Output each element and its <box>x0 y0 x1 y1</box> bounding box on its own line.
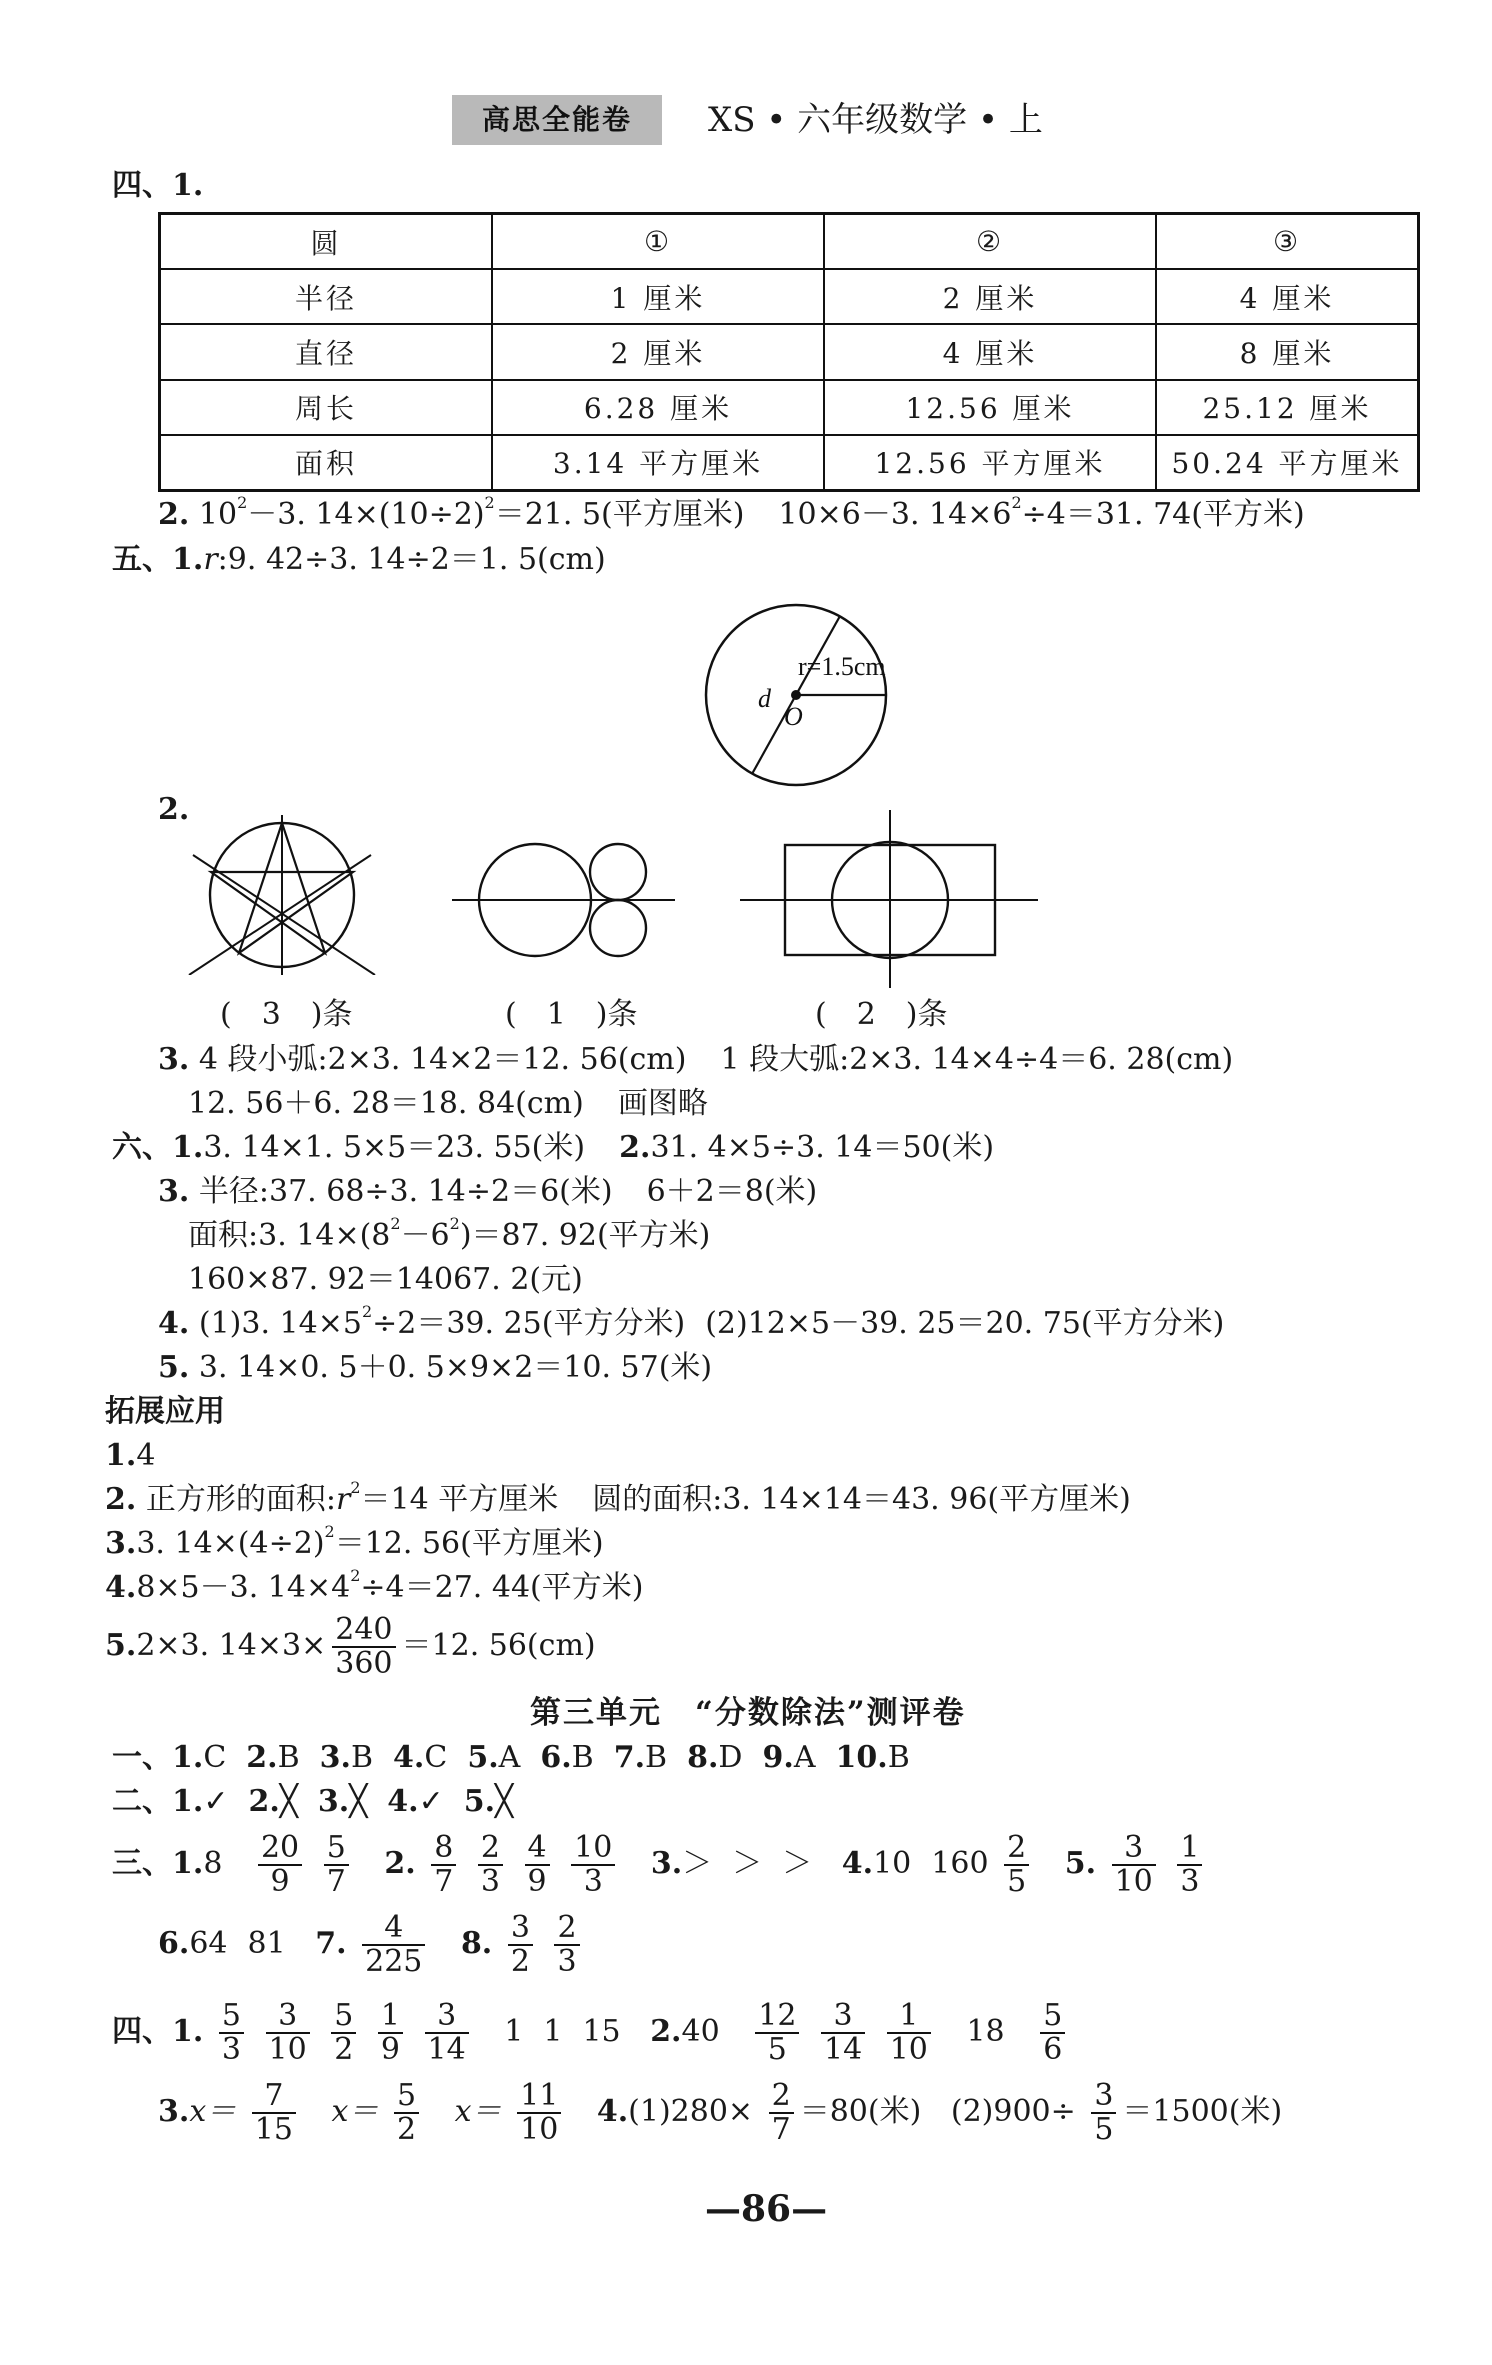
denominator: 2 <box>334 2032 354 2067</box>
fraction <box>571 1832 615 1898</box>
denominator: 9 <box>380 2032 400 2067</box>
q-number: 1. <box>172 1740 204 1775</box>
expr: 31. 4×5÷3. 14＝50(米) <box>650 1130 995 1165</box>
circles-figure <box>450 830 680 970</box>
expr: 3. 14×(4÷2) <box>136 1526 325 1561</box>
denominator: 14 <box>427 2032 466 2067</box>
expr: (1)3. 14×5 <box>198 1306 362 1341</box>
equation-lhs: x＝ <box>454 2094 502 2129</box>
center-point <box>791 690 801 700</box>
answer: B <box>277 1740 300 1775</box>
table-header-cell: ① <box>492 214 824 270</box>
q-number: 2. <box>384 1846 416 1881</box>
expr: 3. 14×1. 5×5＝23. 55(米) <box>203 1130 586 1165</box>
fraction <box>554 1912 579 1978</box>
q5-2-number: 2. <box>158 792 190 827</box>
unit3-s4-line2 <box>158 2080 1282 2146</box>
expr: 1 段大弧:2×3. 14×4÷4＝6. 28(cm) <box>720 1042 1234 1077</box>
q6-5-answer <box>158 1348 712 1388</box>
q-number: 4. <box>158 1306 190 1341</box>
numerator: 5 <box>331 2000 356 2034</box>
table-cell: 4 厘米 <box>1156 269 1419 324</box>
fraction <box>478 1832 503 1898</box>
q-number: 4. <box>596 2094 629 2129</box>
denominator: 10 <box>889 2032 928 2067</box>
answer: 18 <box>966 2014 1005 2049</box>
fraction <box>378 2000 403 2066</box>
fraction <box>394 2080 419 2146</box>
note: 画图略 <box>617 1086 708 1121</box>
q-number: 6. <box>158 1926 190 1961</box>
small-circle <box>590 844 646 900</box>
numerator: 2 <box>769 2080 794 2114</box>
table-cell: 1 厘米 <box>492 269 824 324</box>
q5-3-answer <box>158 1040 1233 1080</box>
answer: 1 <box>504 2014 524 2049</box>
table-cell: 面积 <box>160 435 493 491</box>
section-label: 三、 <box>112 1846 172 1881</box>
denominator: 5 <box>1094 2112 1114 2147</box>
q-number: 1. <box>172 542 204 577</box>
answer: 64 <box>189 1926 228 1961</box>
numerator: 1 <box>378 2000 403 2034</box>
figure-answer: ( 3 )条 <box>220 997 353 1032</box>
equation-lhs: x＝ <box>331 2094 379 2129</box>
expr: ＝14 平方厘米 <box>360 1482 559 1517</box>
denominator: 2 <box>397 2112 417 2147</box>
numerator: 4 <box>362 1912 425 1946</box>
q-number: 3. <box>319 1740 351 1775</box>
expr: 面积:3. 14×(8 <box>188 1218 391 1253</box>
q-number: 4. <box>393 1740 425 1775</box>
fraction <box>266 2000 310 2066</box>
table-cell: 3.14 平方厘米 <box>492 435 824 491</box>
q-number: 8. <box>460 1926 493 1961</box>
q-number: 7. <box>315 1926 347 1961</box>
numerator: 3 <box>1091 2080 1116 2114</box>
numerator: 5 <box>394 2080 419 2114</box>
q-number: 3. <box>317 1784 350 1819</box>
answer: A <box>498 1740 521 1775</box>
expr: 4 <box>136 1438 156 1473</box>
fraction <box>362 1912 425 1978</box>
q-number: 8. <box>687 1740 719 1775</box>
numerator: 3 <box>425 2000 469 2034</box>
fraction <box>252 2080 296 2146</box>
numerator: 3 <box>1112 1832 1156 1866</box>
q6-3-line1 <box>158 1172 817 1212</box>
numerator: 20 <box>258 1832 302 1866</box>
denominator: 5 <box>767 2032 787 2067</box>
numerator: 7 <box>252 2080 296 2114</box>
expr: (2)12×5－39. 25＝20. 75(平方分米) <box>705 1306 1225 1341</box>
numerator: 10 <box>571 1832 615 1866</box>
expr: ＝1500(米) <box>1122 2094 1283 2129</box>
q-number: 3. <box>158 1174 190 1209</box>
q-number: 1. <box>172 1130 204 1165</box>
table-cell: 2 厘米 <box>824 269 1156 324</box>
expr: 8×5－3. 14×4 <box>136 1570 351 1605</box>
q4-2-answer <box>158 495 1305 535</box>
ext-4 <box>105 1568 643 1608</box>
q-number: 7. <box>613 1740 646 1775</box>
numerator: 2 <box>1004 1832 1029 1866</box>
ext-1 <box>105 1436 155 1476</box>
table-row <box>160 435 1419 491</box>
figure-answer: ( 1 )条 <box>505 997 638 1032</box>
variable: r <box>335 1482 351 1517</box>
answer: B <box>645 1740 668 1775</box>
q-number: 5. <box>1064 1846 1097 1881</box>
exponent: 2 <box>350 1478 361 1497</box>
denominator: 3 <box>480 1864 500 1899</box>
numerator: 2 <box>478 1832 503 1866</box>
cross-mark: ╳ <box>495 1784 514 1819</box>
denominator: 3 <box>221 2032 241 2067</box>
denominator: 2 <box>510 1944 530 1979</box>
expr: )＝87. 92(平方米) <box>459 1218 711 1253</box>
expr: ÷4＝31. 74(平方米) <box>1021 497 1305 532</box>
diameter-label: d <box>758 684 771 713</box>
q-number: 2. <box>158 497 190 532</box>
numerator: 1 <box>1177 1832 1202 1866</box>
exponent: 2 <box>361 1302 373 1321</box>
expr: 半径:37. 68÷3. 14÷2＝6(米) <box>198 1174 613 1209</box>
answer: 1 <box>543 2014 563 2049</box>
exponent: 2 <box>237 493 248 512</box>
q-number: 2. <box>619 1130 651 1165</box>
answer: 15 <box>582 2014 621 2049</box>
fraction <box>1112 1832 1156 1898</box>
answer: C <box>203 1740 227 1775</box>
denominator: 7 <box>771 2112 791 2147</box>
q-number: 3. <box>105 1526 137 1561</box>
table-row <box>160 324 1419 379</box>
answer: A <box>793 1740 816 1775</box>
fraction <box>887 2000 931 2066</box>
q6-3-line2 <box>188 1216 710 1256</box>
star-figure <box>185 815 385 975</box>
expr: (2)900÷ <box>950 2094 1076 2129</box>
numerator: 3 <box>821 2000 865 2034</box>
q-number: 6. <box>540 1740 572 1775</box>
fraction <box>1177 1832 1202 1898</box>
expr: ＝12. 56(平方厘米) <box>334 1526 604 1561</box>
fraction <box>1091 2080 1116 2146</box>
unit3-s2 <box>112 1782 513 1822</box>
fraction <box>769 2080 794 2146</box>
compare-sign: ＞ <box>732 1846 763 1881</box>
q-number: 1. <box>172 1846 204 1881</box>
expr: ÷4＝27. 44(平方米) <box>360 1570 644 1605</box>
q-number: 1. <box>105 1438 137 1473</box>
circle-table <box>158 212 1420 492</box>
q-number: 2. <box>105 1482 137 1517</box>
q-number: 1. <box>172 2014 204 2049</box>
numerator: 5 <box>324 1832 349 1866</box>
compare-sign: ＞ <box>782 1846 813 1881</box>
page-number: —86— <box>705 2188 828 2230</box>
equation-lhs: x＝ <box>189 2094 237 2129</box>
table-cell: 25.12 厘米 <box>1156 380 1419 435</box>
unit3-title: 第三单元 “分数除法”测评卷 <box>530 1695 966 1731</box>
q-number: 2. <box>248 1784 280 1819</box>
numerator: 240 <box>332 1614 395 1648</box>
answer: 81 <box>247 1926 286 1961</box>
q-number: 3. <box>650 1846 683 1881</box>
unit3-s1 <box>112 1738 910 1778</box>
table-header-row <box>160 214 1419 270</box>
fraction <box>1004 1832 1029 1898</box>
answer: 8 <box>203 1846 223 1881</box>
denominator: 225 <box>365 1944 423 1979</box>
table-header-cell: ② <box>824 214 1156 270</box>
table-cell: 6.28 厘米 <box>492 380 824 435</box>
circle-diagram <box>680 595 920 805</box>
numerator: 1 <box>887 2000 931 2034</box>
q6-line1 <box>112 1128 994 1168</box>
check-mark: ✓ <box>418 1784 444 1819</box>
table-cell: 周长 <box>160 380 493 435</box>
unit3-s3-line2 <box>158 1912 586 1978</box>
denominator: 10 <box>268 2032 307 2067</box>
fraction <box>431 1832 456 1898</box>
numerator: 12 <box>755 2000 799 2034</box>
ext-2 <box>105 1480 1131 1520</box>
rect-circle-figure <box>740 810 1040 990</box>
expr: 12. 56＋6. 28＝18. 84(cm) <box>188 1086 584 1121</box>
exponent: 2 <box>1011 493 1022 512</box>
center-label: O <box>784 702 803 731</box>
table-cell: 50.24 平方厘米 <box>1156 435 1419 491</box>
q-number: 5. <box>105 1628 137 1663</box>
figure-answer: ( 2 )条 <box>815 997 948 1032</box>
q-number: 3. <box>158 2094 190 2129</box>
denominator: 3 <box>1180 1864 1200 1899</box>
answer: 10 <box>873 1846 912 1881</box>
expr: ＝21. 5(平方厘米) <box>494 497 745 532</box>
q-number: 9. <box>762 1740 794 1775</box>
cross-mark: ╳ <box>279 1784 298 1819</box>
q-number: 4. <box>105 1570 137 1605</box>
ext-3 <box>105 1524 604 1564</box>
denominator: 9 <box>270 1864 290 1899</box>
expr: (1)280× <box>628 2094 754 2129</box>
fraction <box>1040 2000 1065 2066</box>
numerator: 2 <box>554 1912 579 1946</box>
radius-label: r=1.5cm <box>798 652 886 681</box>
fraction <box>425 2000 469 2066</box>
expr: －6 <box>400 1218 450 1253</box>
ext-5 <box>105 1614 596 1680</box>
q-number: 4. <box>841 1846 874 1881</box>
q-number: 5. <box>463 1784 496 1819</box>
expr: :9. 42÷3. 14÷2＝1. 5(cm) <box>217 542 606 577</box>
header-badge: 高思全能卷 <box>452 95 662 145</box>
q-number: 5. <box>467 1740 499 1775</box>
denominator: 6 <box>1043 2032 1063 2067</box>
numerator: 3 <box>508 1912 533 1946</box>
exponent: 2 <box>390 1214 401 1233</box>
table-cell: 2 厘米 <box>492 324 824 379</box>
q5-3-answer-cont <box>188 1084 708 1124</box>
answer: 40 <box>681 2014 720 2049</box>
fraction <box>755 2000 799 2066</box>
exponent: 2 <box>484 493 495 512</box>
denominator: 360 <box>335 1646 393 1681</box>
q-number: 2. <box>246 1740 278 1775</box>
fraction <box>331 2000 356 2066</box>
numerator: 11 <box>517 2080 561 2114</box>
q-number: 3. <box>158 1042 190 1077</box>
denominator: 3 <box>583 1864 603 1899</box>
fraction <box>258 1832 302 1898</box>
q4-label: 四、1. <box>112 168 204 203</box>
table-cell: 半径 <box>160 269 493 324</box>
table-cell: 12.56 平方厘米 <box>824 435 1156 491</box>
exponent: 2 <box>324 1522 335 1541</box>
table-row <box>160 269 1419 324</box>
section-label: 二、 <box>112 1784 172 1819</box>
q-number: 5. <box>158 1350 190 1385</box>
q-number: 1. <box>172 1784 204 1819</box>
fraction <box>219 2000 244 2066</box>
fraction <box>821 2000 865 2066</box>
table-header-cell: ③ <box>1156 214 1419 270</box>
q-number: 4. <box>387 1784 419 1819</box>
denominator: 14 <box>823 2032 863 2067</box>
expr: 10 <box>198 497 238 532</box>
denominator: 5 <box>1007 1864 1027 1899</box>
expr: 10×6－3. 14×6 <box>778 497 1012 532</box>
denominator: 7 <box>326 1864 346 1899</box>
expr: 4 段小弧:2×3. 14×2＝12. 56(cm) <box>198 1042 687 1077</box>
compare-sign: ＞ <box>682 1846 713 1881</box>
section-label: 一、 <box>112 1740 172 1775</box>
answer: C <box>424 1740 448 1775</box>
q5-1-answer <box>112 540 606 580</box>
small-circle <box>590 900 646 956</box>
answer: B <box>351 1740 374 1775</box>
section-label: 五、 <box>112 542 172 577</box>
numerator: 8 <box>431 1832 456 1866</box>
answer: D <box>718 1740 743 1775</box>
exponent: 2 <box>350 1566 361 1585</box>
expr: 2×3. 14×3× <box>136 1628 327 1663</box>
denominator: 3 <box>557 1944 577 1979</box>
fraction <box>508 1912 533 1978</box>
section-label: 六、 <box>112 1130 172 1165</box>
q6-3-line3: 160×87. 92＝14067. 2(元) <box>188 1262 583 1297</box>
expr: ÷2＝39. 25(平方分米) <box>372 1306 686 1341</box>
expr: 3. 14×0. 5＋0. 5×9×2＝10. 57(米) <box>198 1350 713 1385</box>
denominator: 10 <box>1114 1864 1153 1899</box>
variable: r <box>203 542 218 577</box>
expr: －3. 14×(10÷2) <box>247 497 485 532</box>
fraction <box>525 1832 550 1898</box>
denominator: 15 <box>254 2112 293 2147</box>
check-mark: ✓ <box>203 1784 229 1819</box>
answer: B <box>887 1740 910 1775</box>
cross-mark: ╳ <box>349 1784 368 1819</box>
table-cell: 12.56 厘米 <box>824 380 1156 435</box>
table-cell: 4 厘米 <box>824 324 1156 379</box>
table-cell: 直径 <box>160 324 493 379</box>
numerator: 3 <box>266 2000 310 2034</box>
table-header-cell: 圆 <box>160 214 493 270</box>
q-number: 10. <box>835 1740 888 1775</box>
section-label: 四、 <box>112 2014 172 2049</box>
exponent: 2 <box>449 1214 460 1233</box>
numerator: 5 <box>219 2000 244 2034</box>
expr: 6＋2＝8(米) <box>646 1174 818 1209</box>
denominator: 10 <box>520 2112 559 2147</box>
extension-title: 拓展应用 <box>105 1394 225 1429</box>
table-cell: 8 厘米 <box>1156 324 1419 379</box>
table-row <box>160 380 1419 435</box>
fraction <box>517 2080 561 2146</box>
numerator: 4 <box>525 1832 550 1866</box>
expr: 圆的面积:3. 14×14＝43. 96(平方厘米) <box>592 1482 1131 1517</box>
fraction <box>332 1614 395 1680</box>
denominator: 9 <box>527 1864 547 1899</box>
expr: ＝12. 56(cm) <box>401 1628 596 1663</box>
answer: 160 <box>931 1846 989 1881</box>
header-title: XS • 六年级数学 • 上 <box>708 100 1043 140</box>
fraction <box>324 1832 349 1898</box>
q6-4-answer <box>158 1304 1224 1344</box>
numerator: 5 <box>1040 2000 1065 2034</box>
answer: B <box>571 1740 594 1775</box>
q-number: 2. <box>650 2014 682 2049</box>
unit3-s4-line1 <box>112 2000 1071 2066</box>
unit3-s3-line1 <box>112 1832 1208 1898</box>
expr: ＝80(米) <box>799 2094 922 2129</box>
expr: 正方形的面积: <box>145 1482 336 1517</box>
denominator: 7 <box>434 1864 454 1899</box>
